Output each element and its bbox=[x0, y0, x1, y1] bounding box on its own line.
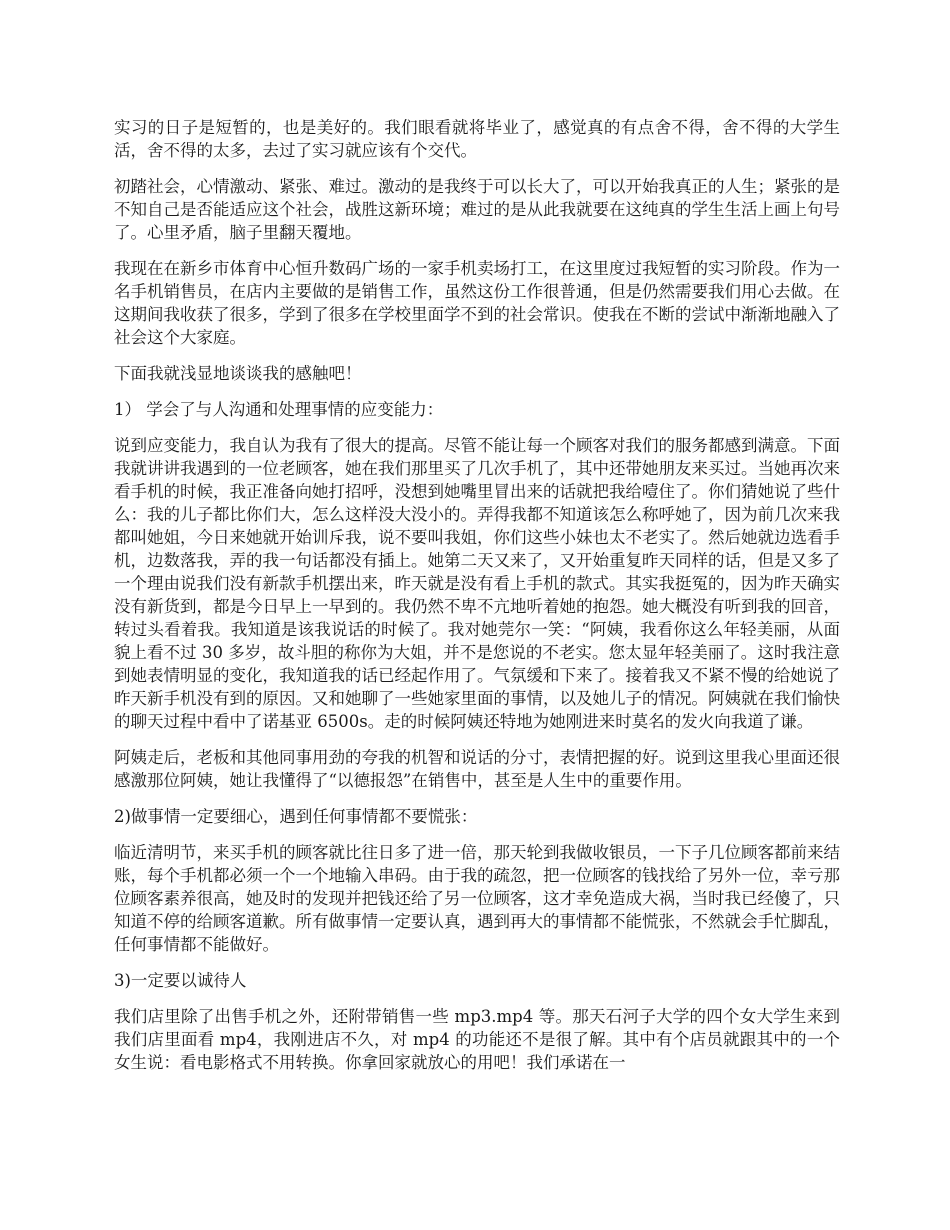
section-heading-3: 3)一定要以诚待人 bbox=[114, 971, 247, 990]
paragraph-aftermath: 阿姨走后，老板和其他同事用劲的夸我的机智和说话的分寸，表情把握的好。说到这里我心里面还很感激那位阿姨，她让我懂得了“以德报怨”在销售中，甚至是人生中的重要作用。 bbox=[114, 748, 840, 790]
paragraph-adaptability-story: 说到应变能力，我自认为我有了很大的提高。尽管不能让每一个顾客对我们的服务都感到满意。下面我就讲讲我遇到的一位老顾客，她在我们那里买了几次手机了，其中还带她朋友来买过。当她再次来看手机的时候，我正准备向她打招呼，没想到她嘴里冒出来的话就把我给噎住了。你们猜她说了些什么：我的儿子都比你们大，怎么这样没大没小的。弄得我都不知道该怎么称呼她了，因为前几次来我都叫她姐，今日来她就开始训斥我，说不要叫我姐，你们这些小妹也太不老实了。然后她就边选看手机，边数落我，弄的我一句话都没有插上。她第二天又来了，又开始重复昨天同样的话，但是又多了一个理由说我们没有新款手机摆出来，昨天就是没有看上手机的款式。其实我挺冤的，因为昨天确实没有新货到，都是今日早上一早到的。我仍然不卑不亢地听着她的抱怨。她大概没有听到我的回音，转过头看着我。我知道是该我说话的时候了。我对她莞尔一笑：“阿姨，我看你这么年轻美丽，从面貌上看不过 30 多岁，故斗胆的称你为大姐，并不是您说的不老实。您太显年轻美丽了。这时我注意到她表情明显的变化，我知道我的话已经起作用了。气氛缓和下来了。接着我又不紧不慢的给她说了昨天新手机没有到的原因。又和她聊了一些她家里面的事情，以及她儿子的情况。阿姨就在我们愉快的聊天过程中看中了诺基亚 6500s。走的时候阿姨还特地为她刚进来时莫名的发火向我道了谦。 bbox=[114, 436, 840, 731]
section-heading-1: 1） 学会了与人沟通和处理事情的应变能力： bbox=[114, 400, 444, 419]
paragraph-workplace: 我现在在新乡市体育中心恒升数码广场的一家手机卖场打工，在这里度过我短暂的实习阶段。作为一名手机销售员，在店内主要做的是销售工作，虽然这份工作很普通，但是仍然需要我们用心去做。在这期间我收获了很多，学到了很多在学校里面学不到的社会常识。使我在不断的尝试中渐渐地融入了社会这个大家庭。 bbox=[114, 259, 840, 347]
paragraph-transition: 下面我就浅显地谈谈我的感触吧！ bbox=[114, 364, 362, 383]
section-heading-2: 2)做事情一定要细心，遇到任何事情都不要慌张： bbox=[114, 807, 478, 826]
paragraph-honesty-story: 我们店里除了出售手机之外，还附带销售一些 mp3.mp4 等。那天石河子大学的四个女大学生来到我们店里面看 mp4，我刚进店不久，对 mp4 的功能还不是很了解。其中有个店员就跟其中的一个女生说：看电影格式不用转换。你拿回家就放心的用吧！我们承诺在一 bbox=[114, 1007, 840, 1072]
paragraph-feelings: 初踏社会，心情激动、紧张、难过。激动的是我终于可以长大了，可以开始我真正的人生；紧张的是不知自己是否能适应这个社会，战胜这新环境；难过的是从此我就要在这纯真的学生生活上画上句号了。心里矛盾，脑子里翻天覆地。 bbox=[114, 177, 840, 242]
document-body bbox=[114, 116, 840, 1087]
paragraph-carefulness-story: 临近清明节，来买手机的顾客就比往日多了进一倍，那天轮到我做收银员，一下子几位顾客都前来结账，每个手机都必须一个一个地输入串码。由于我的疏忽，把一位顾客的钱找给了另外一位，幸亏那位顾客素养很高，她及时的发现并把钱还给了另一位顾客，这才幸免造成大祸，当时我已经傻了，只知道不停的给顾客道歉。所有做事情一定要认真，遇到再大的事情都不能慌张，不然就会手忙脚乱，任何事情都不能做好。 bbox=[114, 843, 840, 954]
paragraph-intro: 实习的日子是短暂的，也是美好的。我们眼看就将毕业了，感觉真的有点舍不得，舍不得的大学生活，舍不得的太多，去过了实习就应该有个交代。 bbox=[114, 118, 840, 160]
